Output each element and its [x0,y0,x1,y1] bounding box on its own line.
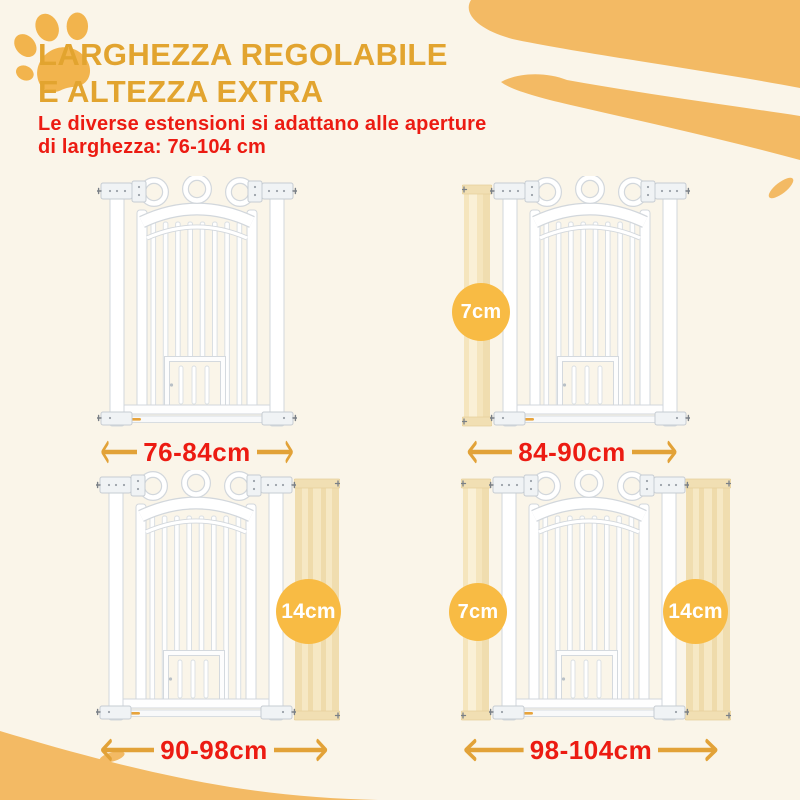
safety-gate-graphic [490,178,690,427]
safety-gate-graphic [489,472,689,721]
dimension-label-76-84 [100,437,294,467]
dimension-text: 98-104cm [529,734,653,765]
dimension-label-84-90 [466,437,678,467]
dimension-text: 76-84cm [143,436,251,467]
arrow-left-icon [466,439,512,465]
page-title [38,36,448,110]
arrow-left-icon [462,737,524,763]
extension-size-badge: 14cm [663,579,728,644]
arrow-left-icon [99,737,154,763]
safety-gate-graphic [97,178,297,427]
dimension-text: 90-98cm [160,734,268,765]
arrow-left-icon [100,439,137,465]
gate-figure-76-84 [97,176,297,436]
arrow-right-icon [274,737,329,763]
dimension-label-90-98 [99,735,329,765]
subtitle-line-2: di larghezza: 76-104 cm [38,136,267,158]
title-line-1: LARGHEZZA REGOLABILE [38,37,448,72]
arrow-right-icon [658,737,720,763]
extension-size-badge: 7cm [449,583,507,641]
dimension-text: 84-90cm [518,436,626,467]
extension-size-badge: 14cm [276,579,341,644]
arrow-right-icon [257,439,294,465]
dimension-label-98-104 [462,735,720,765]
arrow-right-icon [632,439,678,465]
safety-gate-graphic [96,472,296,721]
subtitle-line-1: Le diverse estensioni si adattano alle aperture [38,113,487,135]
extension-size-badge: 7cm [452,283,510,341]
title-line-2: E ALTEZZA EXTRA [38,74,324,109]
page-subtitle [38,113,486,159]
